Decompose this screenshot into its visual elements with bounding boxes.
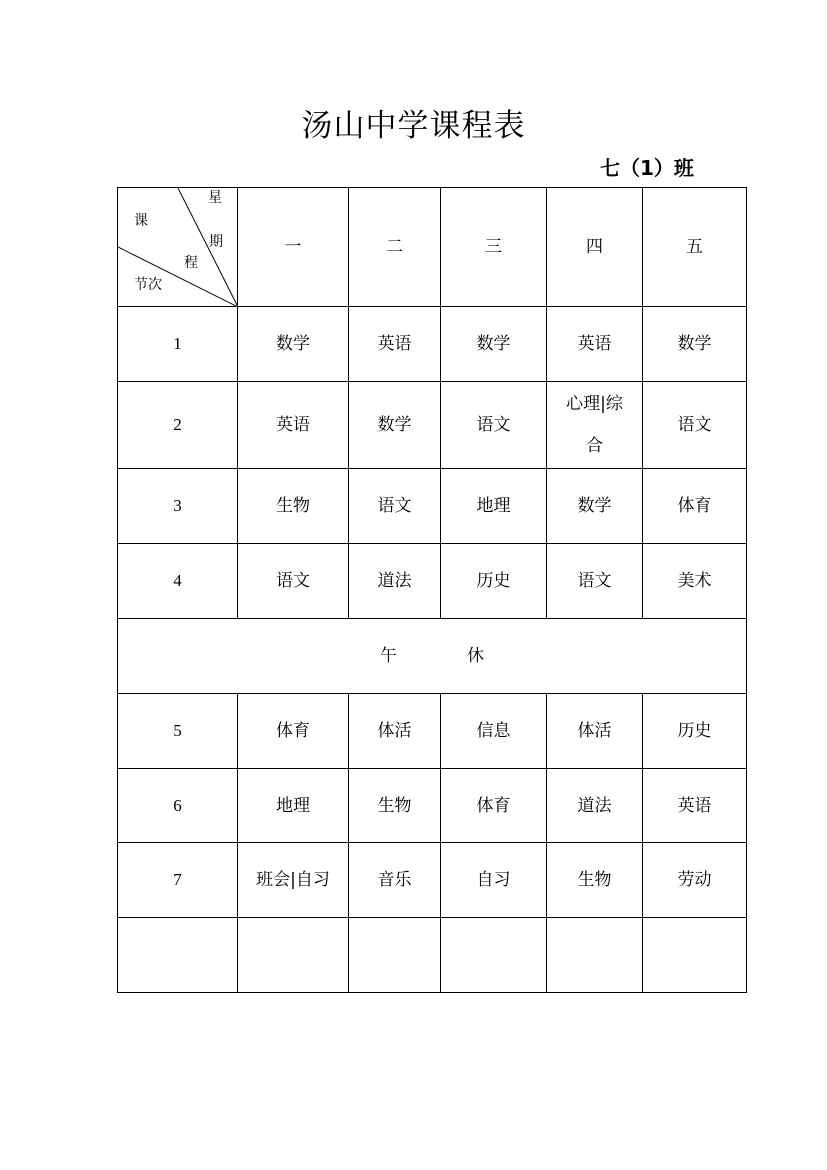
day-header-tue: 二 <box>349 188 441 307</box>
class-cell <box>643 918 747 993</box>
period-number: 2 <box>118 382 238 469</box>
class-cell: 语文 <box>441 382 547 469</box>
class-cell: 自习 <box>441 843 547 918</box>
day-header-wed: 三 <box>441 188 547 307</box>
class-cell <box>238 918 349 993</box>
period-number: 7 <box>118 843 238 918</box>
class-cell: 体育 <box>441 769 547 843</box>
period-row-3 <box>118 469 747 544</box>
class-name: 七（1）班 <box>600 156 694 180</box>
class-cell: 生物 <box>349 769 441 843</box>
class-cell: 体育 <box>643 469 747 544</box>
class-cell: 英语 <box>547 307 643 382</box>
period-number: 4 <box>118 544 238 619</box>
day-header-fri: 五 <box>643 188 747 307</box>
class-cell: 语文 <box>547 544 643 619</box>
class-cell <box>547 918 643 993</box>
corner-label-ke: 课 <box>134 213 148 229</box>
class-cell: 语文 <box>238 544 349 619</box>
period-row-7 <box>118 843 747 918</box>
period-row-5 <box>118 694 747 769</box>
period-row-2 <box>118 382 747 469</box>
period-number: 6 <box>118 769 238 843</box>
class-cell: 信息 <box>441 694 547 769</box>
class-cell: 体育 <box>238 694 349 769</box>
header-row <box>118 188 747 307</box>
class-cell: 数学 <box>349 382 441 469</box>
period-number <box>118 918 238 993</box>
period-row-6 <box>118 769 747 843</box>
corner-label-xing: 星 <box>208 190 222 206</box>
class-cell <box>349 918 441 993</box>
class-cell: 历史 <box>643 694 747 769</box>
class-cell: 音乐 <box>349 843 441 918</box>
class-cell: 体活 <box>349 694 441 769</box>
class-cell: 班会|自习 <box>238 843 349 918</box>
class-cell: 劳动 <box>643 843 747 918</box>
period-number: 1 <box>118 307 238 382</box>
class-cell: 美术 <box>643 544 747 619</box>
lunch-break-cell <box>118 619 747 694</box>
lunch-label-first: 午 <box>380 646 397 666</box>
class-cell: 英语 <box>643 769 747 843</box>
class-cell: 英语 <box>238 382 349 469</box>
class-cell: 英语 <box>349 307 441 382</box>
day-header-thu: 四 <box>547 188 643 307</box>
lunch-row <box>118 619 747 694</box>
class-cell: 道法 <box>349 544 441 619</box>
class-cell: 数学 <box>547 469 643 544</box>
class-cell: 数学 <box>441 307 547 382</box>
class-cell: 地理 <box>441 469 547 544</box>
class-cell <box>441 918 547 993</box>
corner-label-qi: 期 <box>209 234 223 250</box>
empty-row <box>118 918 747 993</box>
corner-header-cell <box>118 188 238 307</box>
lunch-label-second: 休 <box>467 646 484 666</box>
period-row-1 <box>118 307 747 382</box>
class-cell: 数学 <box>643 307 747 382</box>
class-cell: 心理|综合 <box>547 382 643 469</box>
class-cell: 道法 <box>547 769 643 843</box>
corner-label-jieci: 节次 <box>134 277 162 293</box>
class-cell: 生物 <box>547 843 643 918</box>
class-cell: 历史 <box>441 544 547 619</box>
class-cell: 体活 <box>547 694 643 769</box>
class-cell: 地理 <box>238 769 349 843</box>
class-cell: 语文 <box>349 469 441 544</box>
day-header-mon: 一 <box>238 188 349 307</box>
class-cell: 数学 <box>238 307 349 382</box>
corner-label-cheng: 程 <box>184 255 198 271</box>
class-cell: 语文 <box>643 382 747 469</box>
period-number: 3 <box>118 469 238 544</box>
schedule-table <box>117 187 747 993</box>
page-title: 汤山中学课程表 <box>301 108 526 144</box>
period-number: 5 <box>118 694 238 769</box>
class-cell: 生物 <box>238 469 349 544</box>
period-row-4 <box>118 544 747 619</box>
